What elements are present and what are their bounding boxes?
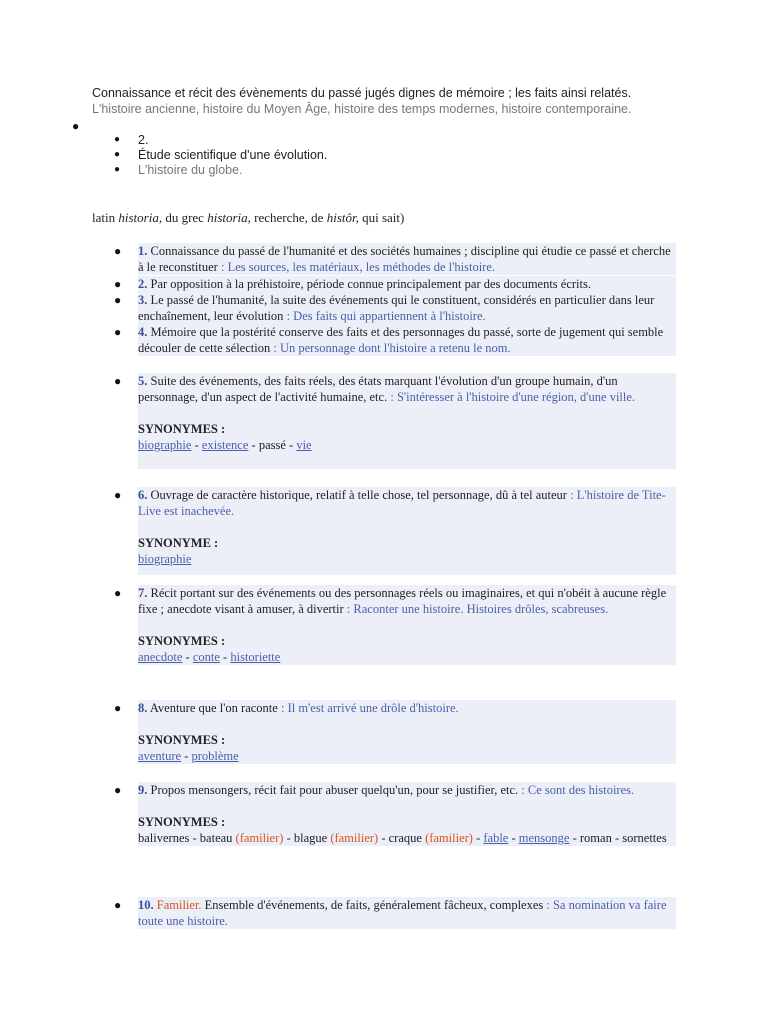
- synonym-link[interactable]: anecdote: [138, 650, 183, 664]
- entry-example: Ce sont des histoires.: [527, 783, 635, 797]
- synonym-text: craque: [388, 831, 422, 845]
- bullet-icon: ●: [114, 898, 122, 912]
- synonym-text: blague: [293, 831, 328, 845]
- register-label: (familier): [235, 831, 284, 845]
- entry-example: Un personnage dont l'histoire a retenu le nom.: [279, 341, 511, 355]
- synonyms-heading: SYNONYMES :: [138, 733, 226, 747]
- entry-example: L'histoire de Tite-Live est inachevée.: [138, 488, 666, 518]
- example-text: L'histoire ancienne, histoire du Moyen Âge, histoire des temps modernes, histoire contemporaine.: [92, 102, 632, 116]
- synonyms-list: [138, 830, 676, 846]
- separator: :: [518, 783, 528, 797]
- entry-number: 10.: [138, 898, 154, 912]
- entry-text: Connaissance du passé de l'humanité et des sociétés humaines ; discipline qui étudie ce passé et cherche à le reconstituer: [138, 244, 671, 274]
- etymology-text: du grec: [162, 210, 208, 225]
- entry-number: 1.: [138, 244, 148, 258]
- entry-text: Récit portant sur des événements ou des personnages réels ou imaginaires, et qui n'obéit à aucune règle fixe ; anecdote visant à amuser, à divertir: [138, 586, 667, 616]
- synonym-link[interactable]: aventure: [138, 749, 182, 763]
- bullet-icon: ●: [114, 149, 121, 160]
- bullet-icon: ●: [114, 293, 122, 307]
- separator: :: [543, 898, 553, 912]
- synonyms-heading: SYNONYMES :: [138, 634, 226, 648]
- separator: -: [378, 831, 389, 845]
- synonyms-heading: SYNONYMES :: [138, 422, 226, 436]
- synonyms-list: [138, 551, 676, 567]
- separator: -: [472, 831, 484, 845]
- bullet-icon: ●: [72, 119, 80, 133]
- definition-entry: [114, 373, 676, 469]
- bullet-icon: ●: [114, 783, 122, 797]
- entry-text: Aventure que l'on raconte: [149, 701, 278, 715]
- separator: :: [283, 309, 294, 323]
- synonym-link[interactable]: problème: [191, 749, 239, 763]
- etymology-text: qui sait): [358, 210, 405, 225]
- entry-number: 3.: [138, 293, 148, 307]
- bullet-icon: ●: [114, 164, 121, 175]
- synonym-link[interactable]: conte: [192, 650, 220, 664]
- etymology: [92, 210, 692, 226]
- bullet-icon: ●: [114, 277, 122, 291]
- synonym-text: sornettes: [622, 831, 667, 845]
- sub-definition: Étude scientifique d'une évolution.: [138, 148, 328, 162]
- etymology-text: latin: [92, 210, 119, 225]
- separator: :: [270, 341, 280, 355]
- bullet-icon: ●: [114, 134, 121, 145]
- separator: -: [219, 650, 231, 664]
- register-label: Familier.: [156, 898, 202, 912]
- entry-example: Raconter une histoire. Histoires drôles, scabreuses.: [353, 602, 609, 616]
- synonym-link[interactable]: existence: [201, 438, 249, 452]
- entry-number: 9.: [138, 783, 148, 797]
- register-label: (familier): [425, 831, 473, 845]
- synonyms-heading: SYNONYMES :: [138, 815, 226, 829]
- synonym-link[interactable]: historiette: [230, 650, 281, 664]
- bullet-icon: ●: [114, 488, 122, 502]
- entry-example: Des faits qui appartiennent à l'histoire.: [293, 309, 486, 323]
- entry-number: 8.: [138, 701, 148, 715]
- separator: :: [566, 488, 577, 502]
- entry-text: Le passé de l'humanité, la suite des événements qui le constituent, considérés en particulier dans leur enchaînement, leur évolution: [138, 293, 655, 323]
- separator: -: [189, 831, 200, 845]
- entry-text: Propos mensongers, récit fait pour abuser quelqu'un, pour se justifier, etc.: [150, 783, 519, 797]
- etymology-word: histôr,: [326, 210, 359, 225]
- synonyms-list: [138, 649, 676, 665]
- sub-example: L'histoire du globe.: [138, 163, 243, 177]
- separator: :: [343, 602, 354, 616]
- definition-entry: [114, 700, 676, 764]
- separator: -: [611, 831, 623, 845]
- separator: :: [277, 701, 288, 715]
- definition-entry: [114, 897, 676, 929]
- synonym-link[interactable]: mensonge: [518, 831, 570, 845]
- synonyms-list: [138, 748, 676, 764]
- sub-number: 2.: [138, 133, 149, 147]
- entry-example: Sa nomination va faire toute une histoire.: [138, 898, 667, 928]
- entry-example: Les sources, les matériaux, les méthodes de l'histoire.: [227, 260, 496, 274]
- separator: -: [283, 831, 294, 845]
- separator: -: [191, 438, 202, 452]
- bullet-icon: ●: [114, 701, 122, 715]
- synonym-text: balivernes: [138, 831, 190, 845]
- entry-example: S'intéresser à l'histoire d'une région, d'une ville.: [396, 390, 636, 404]
- synonym-link[interactable]: vie: [296, 438, 312, 452]
- entry-number: 6.: [138, 488, 148, 502]
- separator: :: [387, 390, 397, 404]
- register-label: (familier): [330, 831, 379, 845]
- synonyms-heading: SYNONYME :: [138, 536, 219, 550]
- entry-text: Suite des événements, des faits réels, des états marquant l'évolution d'un groupe humain, d'un personnage, d'un aspect de l'activité humaine, etc.: [138, 374, 618, 404]
- separator: -: [248, 438, 259, 452]
- entry-text: Par opposition à la préhistoire, période connue principalement par des documents écrits.: [150, 277, 591, 291]
- definition-entry: [114, 585, 676, 665]
- bullet-icon: ●: [114, 586, 122, 600]
- etymology-word: historia,: [207, 210, 251, 225]
- definition-entry: [114, 292, 676, 324]
- entry-number: 7.: [138, 586, 148, 600]
- separator: -: [508, 831, 519, 845]
- synonym-link[interactable]: biographie: [138, 552, 192, 566]
- definition-entry: [114, 324, 676, 356]
- etymology-word: historia,: [118, 210, 163, 225]
- entry-example: Il m'est arrivé une drôle d'histoire.: [287, 701, 459, 715]
- bullet-icon: ●: [114, 374, 122, 388]
- etymology-text: recherche, de: [250, 210, 327, 225]
- entry-number: 5.: [138, 374, 148, 388]
- entry-text: Ouvrage de caractère historique, relatif à telle chose, tel personnage, dû à tel auteur: [150, 488, 567, 502]
- entry-number: 2.: [138, 277, 148, 291]
- synonym-text: passé: [258, 438, 286, 452]
- definition-entry: [114, 276, 676, 292]
- synonym-link[interactable]: biographie: [138, 438, 192, 452]
- entry-text: Mémoire que la postérité conserve des faits et des personnages du passé, sorte de jugement qui semble découler de cette sélection: [138, 325, 664, 355]
- bullet-icon: ●: [114, 325, 122, 339]
- separator: -: [182, 650, 193, 664]
- synonym-text: roman: [579, 831, 612, 845]
- synonym-link[interactable]: fable: [483, 831, 509, 845]
- separator: -: [285, 438, 297, 452]
- definition-entry: [114, 782, 676, 846]
- definition-entry: [114, 487, 676, 575]
- synonym-text: bateau: [199, 831, 233, 845]
- bullet-icon: ●: [114, 244, 122, 258]
- definition-text: Connaissance et récit des évènements du passé jugés dignes de mémoire ; les faits ainsi relatés.: [92, 86, 632, 100]
- definition-entry: [114, 243, 676, 275]
- separator: -: [569, 831, 580, 845]
- separator: :: [217, 260, 228, 274]
- entry-number: 4.: [138, 325, 148, 339]
- entry-text: Ensemble d'événements, de faits, généralement fâcheux, complexes: [204, 898, 544, 912]
- separator: -: [181, 749, 192, 763]
- synonyms-list: [138, 437, 676, 453]
